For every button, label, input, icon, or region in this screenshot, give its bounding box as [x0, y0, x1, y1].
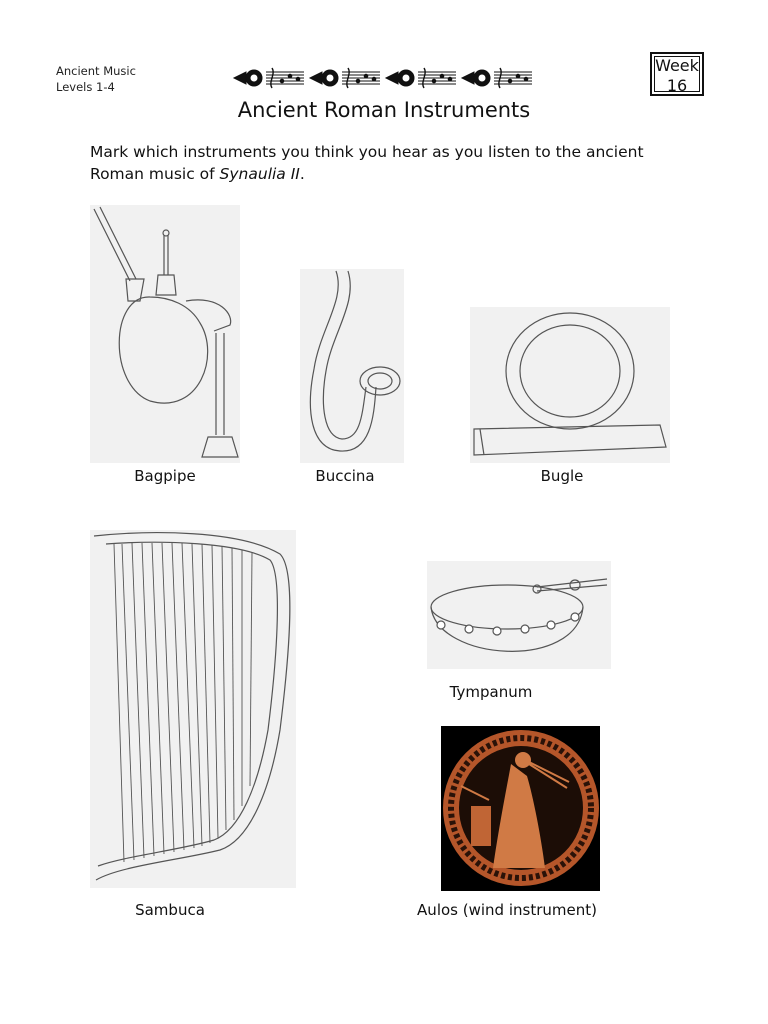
bagpipe-label: Bagpipe [134, 467, 196, 485]
work-title: Synaulia II [219, 165, 300, 183]
buccina-drawing [300, 269, 404, 463]
bugle-label: Bugle [540, 467, 584, 485]
week-label: Week [655, 56, 699, 75]
instructions-text: Mark which instruments you think you hear as you listen to the ancient Roman music of [90, 143, 644, 183]
bugle-drawing [470, 307, 670, 463]
music-banner-icon [232, 64, 538, 92]
course-info [56, 63, 136, 95]
course-name: Ancient Music [56, 64, 136, 78]
tympanum-label: Tympanum [449, 683, 533, 701]
tympanum-drawing [427, 561, 611, 669]
instructions [90, 141, 690, 185]
aulos-label: Aulos (wind instrument) [417, 901, 597, 919]
sambuca-drawing [90, 530, 296, 888]
sambuca-label: Sambuca [135, 901, 205, 919]
buccina-label: Buccina [315, 467, 375, 485]
week-badge [650, 52, 704, 96]
bagpipe-drawing [90, 205, 240, 463]
aulos-photo [441, 726, 600, 891]
week-number: 16 [666, 76, 688, 95]
instructions-end: . [299, 165, 305, 183]
page-title: Ancient Roman Instruments [237, 98, 531, 122]
course-levels: Levels 1-4 [56, 80, 115, 94]
